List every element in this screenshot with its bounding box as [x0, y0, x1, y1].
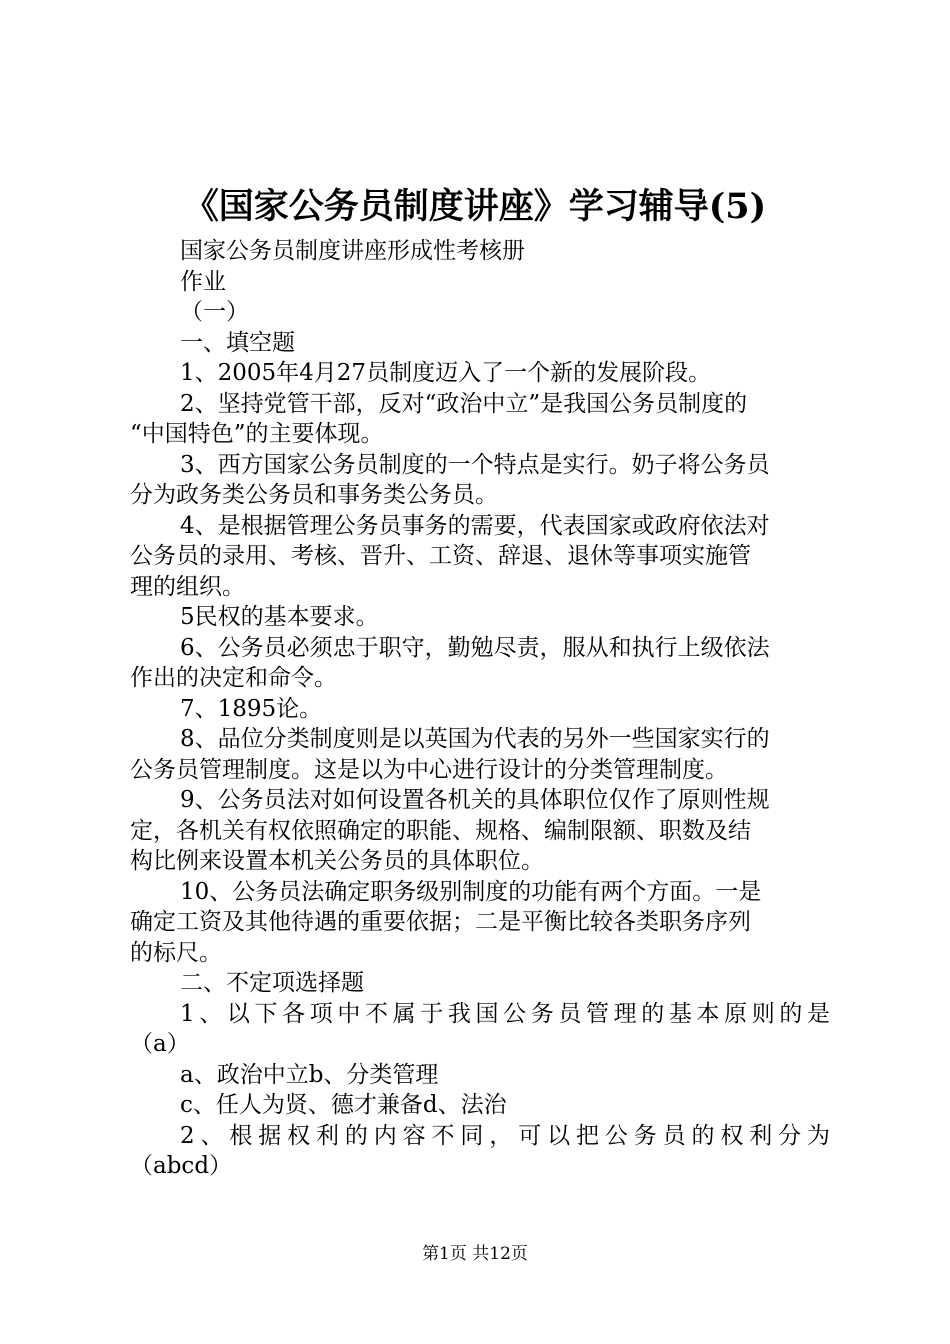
subtitle-line: 国家公务员制度讲座形成性考核册 — [180, 238, 525, 264]
question-line: 理的组织。 — [130, 573, 245, 600]
option-line: c、任人为贤、德才兼备d、法治 — [180, 1092, 507, 1118]
question-line: 1、以下各项中不属于我国公务员管理的基本原则的是 — [180, 1000, 830, 1027]
question-line: 公务员管理制度。这是以为中心进行设计的分类管理制度。 — [130, 756, 728, 783]
question-line: 1、2005年4月27员制度迈入了一个新的发展阶段。 — [180, 360, 712, 386]
answer-line: （a） — [130, 1031, 190, 1057]
question-line: 2、坚持党管干部，反对“政治中立”是我国公务员制度的 — [180, 390, 748, 417]
question-line: 定，各机关有权依照确定的职能、规格、编制限额、职数及结 — [130, 817, 751, 844]
question-line: 确定工资及其他待遇的重要依据；二是平衡比较各类职务序列 — [130, 909, 751, 935]
page-footer: 第1页 共12页 — [422, 1244, 528, 1264]
question-line: “中国特色”的主要体现。 — [130, 421, 384, 447]
section-heading: 二、不定项选择题 — [180, 970, 364, 996]
question-line: 9、公务员法对如何设置各机关的具体职位仅作了原则性规 — [180, 787, 770, 813]
question-line: 公务员的录用、考核、晋升、工资、辞退、退休等事项实施管 — [130, 543, 751, 569]
answer-line: （abcd） — [130, 1153, 233, 1179]
question-line: 分为政务类公务员和事务类公务员。 — [130, 482, 498, 508]
section-marker: （一） — [180, 299, 249, 325]
question-line: 的标尺。 — [130, 939, 222, 966]
question-line: 7、1895论。 — [180, 695, 323, 722]
document-title: 《国家公务员制度讲座》学习辅导(5) — [183, 186, 767, 227]
document-body — [130, 236, 830, 1182]
question-line: 6、公务员必须忠于职守，勤勉尽责，服从和执行上级依法 — [180, 634, 770, 661]
question-line: 5民权的基本要求。 — [180, 604, 379, 630]
question-line: 4、是根据管理公务员事务的需要，代表国家或政府依法对 — [180, 512, 770, 539]
question-line: 8、品位分类制度则是以英国为代表的另外一些国家实行的 — [180, 726, 770, 752]
option-line: a、政治中立b、分类管理 — [180, 1061, 439, 1088]
question-line: 构比例来设置本机关公务员的具体职位。 — [130, 848, 544, 874]
question-line: 2、根据权利的内容不同，可以把公务员的权利分为 — [180, 1122, 830, 1149]
question-line: 作出的决定和命令。 — [130, 665, 337, 691]
subtitle-line: 作业 — [180, 268, 226, 295]
question-line: 10、公务员法确定职务级别制度的功能有两个方面。一是 — [180, 878, 762, 905]
section-heading: 一、填空题 — [180, 329, 295, 356]
question-line: 3、西方国家公务员制度的一个特点是实行。奶子将公务员 — [180, 451, 770, 478]
